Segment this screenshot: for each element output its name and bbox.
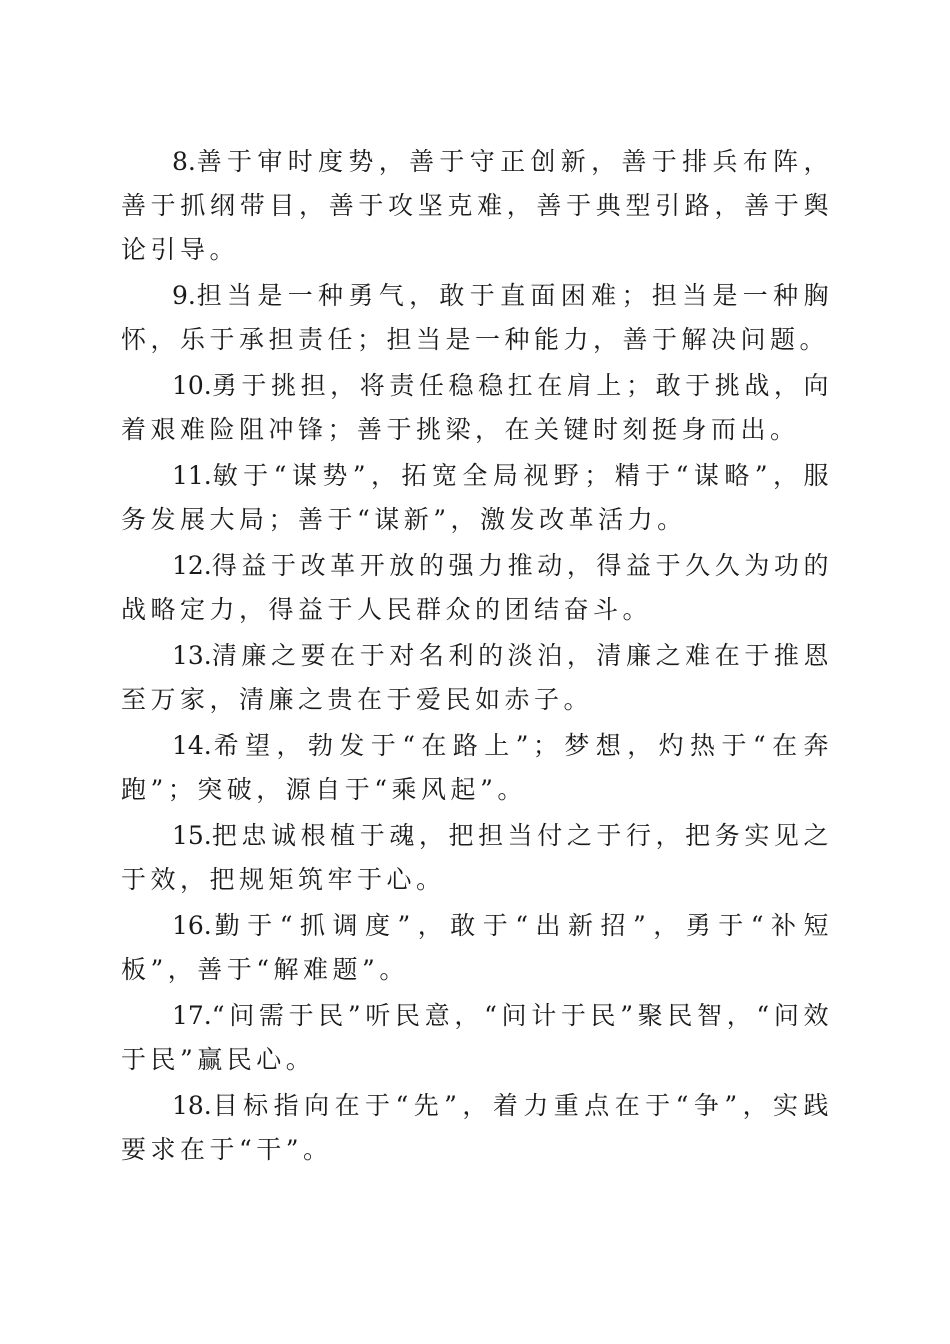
paragraph-8 bbox=[121, 140, 833, 272]
paragraph-text: 希望，勃发于“在路上”；梦想，灼热于“在奔跑”；突破，源自于“乘风起”。 bbox=[121, 731, 833, 804]
paragraph-text: “问需于民”听民意，“问计于民”聚民智，“问效于民”赢民心。 bbox=[121, 1001, 833, 1074]
paragraph-number: 9. bbox=[172, 281, 196, 310]
paragraph-number: 11. bbox=[172, 461, 212, 490]
paragraph-number: 17. bbox=[172, 1001, 212, 1030]
paragraph-12 bbox=[121, 544, 833, 632]
paragraph-text: 担当是一种勇气，敢于直面困难；担当是一种胸怀，乐于承担责任；担当是一种能力，善于解决问题。 bbox=[121, 281, 833, 354]
paragraph-9 bbox=[121, 274, 833, 362]
paragraph-text: 清廉之要在于对名利的淡泊，清廉之难在于推恩至万家，清廉之贵在于爱民如赤子。 bbox=[121, 641, 833, 714]
paragraph-text: 善于审时度势，善于守正创新，善于排兵布阵，善于抓纲带目，善于攻坚克难，善于典型引路，善于舆论引导。 bbox=[121, 147, 833, 264]
paragraph-13 bbox=[121, 634, 833, 722]
paragraph-text: 敏于“谋势”，拓宽全局视野；精于“谋略”，服务发展大局；善于“谋新”，激发改革活力。 bbox=[121, 461, 833, 534]
paragraph-text: 把忠诚根植于魂，把担当付之于行，把务实见之于效，把规矩筑牢于心。 bbox=[121, 821, 833, 894]
paragraph-11 bbox=[121, 454, 833, 542]
paragraph-text: 目标指向在于“先”，着力重点在于“争”，实践要求在于“干”。 bbox=[121, 1091, 833, 1164]
paragraph-number: 14. bbox=[172, 731, 212, 760]
paragraph-number: 15. bbox=[172, 821, 212, 850]
paragraph-10 bbox=[121, 364, 833, 452]
paragraph-number: 8. bbox=[172, 147, 196, 176]
paragraph-text: 得益于改革开放的强力推动，得益于久久为功的战略定力，得益于人民群众的团结奋斗。 bbox=[121, 551, 833, 624]
paragraph-number: 18. bbox=[172, 1091, 212, 1120]
paragraph-text: 勤于“抓调度”，敢于“出新招”，勇于“补短板”，善于“解难题”。 bbox=[121, 911, 833, 984]
paragraph-15 bbox=[121, 814, 833, 902]
paragraph-14 bbox=[121, 724, 833, 812]
paragraph-number: 16. bbox=[172, 911, 212, 940]
paragraph-text: 勇于挑担，将责任稳稳扛在肩上；敢于挑战，向着艰难险阻冲锋；善于挑梁，在关键时刻挺身而出。 bbox=[121, 371, 833, 444]
document-body bbox=[121, 140, 833, 1174]
paragraph-number: 12. bbox=[172, 551, 212, 580]
paragraph-17 bbox=[121, 994, 833, 1082]
paragraph-16 bbox=[121, 904, 833, 992]
paragraph-number: 10. bbox=[172, 371, 212, 400]
paragraph-number: 13. bbox=[172, 641, 212, 670]
paragraph-18 bbox=[121, 1084, 833, 1172]
